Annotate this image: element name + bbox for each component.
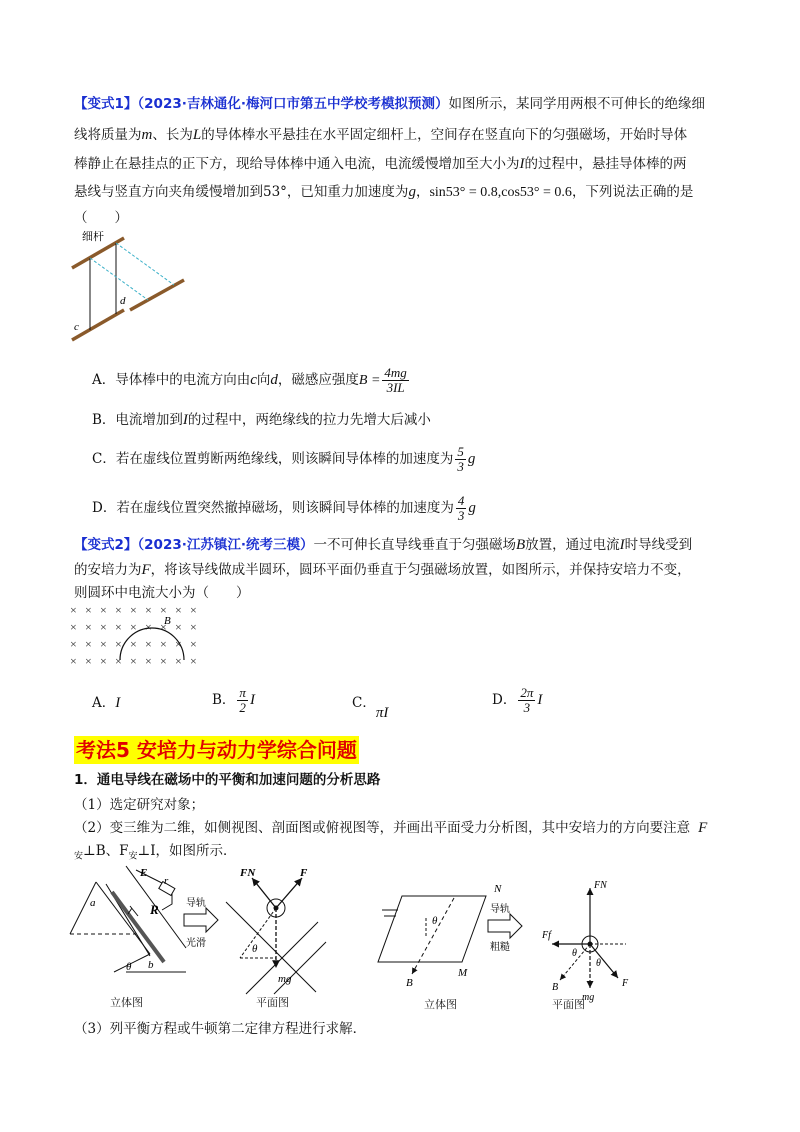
q2-symbol-F: F xyxy=(141,562,151,578)
q1-tag: 【变式1】 xyxy=(74,96,138,112)
field-x-mark: × xyxy=(70,654,77,668)
q1-trig-values: sin53° = 0.8,cos53° = 0.6 xyxy=(429,185,572,200)
f4-label-B: B xyxy=(552,982,559,993)
q2-symbol-B: B xyxy=(516,537,526,553)
field-x-mark: × xyxy=(175,603,182,617)
dashed-wire-2 xyxy=(116,243,174,285)
fig-3d-rough-rails xyxy=(378,883,502,989)
field-x-mark: × xyxy=(100,620,107,634)
q2-text-1c: 时导线受到 xyxy=(624,537,693,553)
field-x-mark: × xyxy=(115,603,122,617)
f3-label-B: B xyxy=(406,977,413,989)
q1-line1 xyxy=(74,93,705,115)
f1-label-r: r xyxy=(164,875,169,887)
f1-label-R: R xyxy=(150,902,159,917)
force-diagrams xyxy=(66,862,746,1012)
f2-label-mg: mg xyxy=(278,973,292,985)
fig-plane-view-rough xyxy=(541,880,629,1003)
fig4-caption: 平面图 xyxy=(552,998,585,1011)
f4-label-theta-1: θ xyxy=(572,948,577,959)
field-x-mark: × xyxy=(175,654,182,668)
field-x-mark: × xyxy=(145,603,152,617)
field-x-mark: × xyxy=(130,637,137,651)
q1-opt-d-g: g xyxy=(468,500,476,516)
q1-opt-c-fraction xyxy=(455,445,466,474)
q1-text-3a: 棒静止在悬挂点的正下方，现给导体棒中通入电流，电流缓慢增加至大小为 xyxy=(74,156,520,172)
q1-opt-c-text: C．若在虚线位置剪断两绝缘线，则该瞬间导体棒的加速度为 xyxy=(92,451,454,467)
rod-top-back xyxy=(130,280,184,310)
q2-opt-b-num: π xyxy=(239,685,246,700)
q1-opt-b-I: I xyxy=(182,412,188,428)
step-2-line1 xyxy=(74,817,707,839)
q1-opt-a-d: d xyxy=(270,372,278,388)
field-x-mark: × xyxy=(175,620,182,634)
q1-text-2c: 的导体棒水平悬挂在水平固定细杆上，空间存在竖直向下的匀强磁场，开始时导体 xyxy=(201,127,688,143)
q1-opt-a-text: A．导体棒中的电流方向由 xyxy=(92,372,251,388)
q2-line1 xyxy=(74,534,692,556)
q1-option-b[interactable] xyxy=(92,409,431,431)
field-x-mark: × xyxy=(145,654,152,668)
q1-opt-d-fraction xyxy=(456,494,467,523)
q2-opt-d-fraction xyxy=(518,686,535,715)
q2-opt-b-fraction xyxy=(237,686,248,715)
field-x-mark: × xyxy=(85,637,92,651)
q1-text-2b: 、长为 xyxy=(152,127,193,143)
q1-option-c[interactable] xyxy=(92,445,475,474)
f4-label-Ff: Ff xyxy=(542,930,551,941)
q1-option-d[interactable] xyxy=(92,494,476,523)
q1-opt-b-text: B．电流增加到 xyxy=(92,412,183,428)
q2-opt-c-label: C． xyxy=(352,695,376,711)
field-x-mark: × xyxy=(70,637,77,651)
q1-symbol-m: m xyxy=(141,127,153,143)
field-x-mark: × xyxy=(100,637,107,651)
f3-label-N: N xyxy=(494,883,502,895)
fig-3d-smooth-rails xyxy=(70,866,186,973)
field-x-mark: × xyxy=(130,603,137,617)
q2-figure xyxy=(68,602,208,674)
q2-text-2b: ，将该导线做成半圆环，圆环平面仍垂直于匀强磁场放置，如图所示，并保持安培力不变， xyxy=(150,562,691,578)
field-x-mark: × xyxy=(85,603,92,617)
q1-opt-c-den: 3 xyxy=(457,459,464,474)
step-2-text3: ⊥I，如图所示． xyxy=(137,843,237,859)
fig3-caption: 立体图 xyxy=(424,998,457,1011)
field-x-mark: × xyxy=(190,620,197,634)
q1-source: （2023·吉林通化·梅河口市第五中学校考模拟预测） xyxy=(137,96,449,112)
q2-opt-b-value: I xyxy=(249,692,255,708)
q2-text-2a: 的安培力为 xyxy=(74,562,142,578)
q1-text-1: 如图所示，某同学用两根不可伸长的绝缘细 xyxy=(448,96,705,112)
f2-label-FN: FN xyxy=(240,867,256,879)
q2-opt-a-value: I xyxy=(115,695,121,711)
arrow-smooth xyxy=(184,896,218,949)
field-x-mark: × xyxy=(115,637,122,651)
q2-line2 xyxy=(74,559,691,581)
q1-line2 xyxy=(74,124,687,146)
q1-opt-c-g: g xyxy=(467,451,476,467)
q1-fig-label-d: d xyxy=(120,295,126,307)
f2-label-theta: θ xyxy=(252,943,258,955)
q2-source: （2023·江苏镇江·统考三模） xyxy=(137,537,314,553)
q1-text-2a: 线将质量为 xyxy=(74,127,142,143)
q1-opt-c-num: 5 xyxy=(457,444,464,459)
q2-tag: 【变式2】 xyxy=(74,537,138,553)
field-x-mark: × xyxy=(160,620,167,634)
q1-opt-a-text3: ，磁感应强度 xyxy=(277,372,359,388)
q1-symbol-I: I xyxy=(519,156,525,172)
q2-option-a[interactable] xyxy=(92,692,120,714)
f2-label-F: F xyxy=(300,867,308,879)
f4-label-F: F xyxy=(622,978,629,989)
field-x-mark: × xyxy=(175,637,182,651)
dashed-wire-1 xyxy=(90,258,148,300)
fig2-caption: 平面图 xyxy=(256,996,289,1009)
field-x-mark: × xyxy=(190,637,197,651)
q1-symbol-g: g xyxy=(408,184,416,200)
arrow2-label-bottom: 粗糙 xyxy=(490,942,510,953)
q2-option-b[interactable] xyxy=(212,686,255,715)
q2-option-d[interactable] xyxy=(492,686,542,715)
field-x-mark: × xyxy=(130,654,137,668)
step-2-F: F xyxy=(698,820,708,836)
q2-opt-b-den: 2 xyxy=(239,700,246,715)
f3-label-theta: θ xyxy=(432,915,438,927)
field-x-mark: × xyxy=(115,620,122,634)
q2-opt-d-value: I xyxy=(537,692,543,708)
fig1-caption: 立体图 xyxy=(110,996,143,1009)
q1-figure xyxy=(68,228,188,346)
field-x-mark: × xyxy=(145,637,152,651)
arrow2-label-top: 导轨 xyxy=(490,904,510,915)
field-x-mark: × xyxy=(160,654,167,668)
q1-fig-label-rod: 细杆 xyxy=(82,231,104,243)
q1-opt-a-den: 3IL xyxy=(386,380,405,395)
step-2-sub2: 安 xyxy=(128,851,138,862)
q1-opt-d-num: 4 xyxy=(457,493,465,508)
q2-opt-a-label: A． xyxy=(92,695,116,711)
field-x-mark: × xyxy=(115,654,122,668)
field-x-mark: × xyxy=(85,620,92,634)
q2-opt-c-value: πI xyxy=(375,705,389,721)
q1-opt-b-text2: 的过程中，两绝缘线的拉力先增大后减小 xyxy=(187,412,431,428)
q2-opt-d-num: 2π xyxy=(520,685,534,700)
field-x-mark: × xyxy=(85,654,92,668)
step-3: （3）列平衡方程或牛顿第二定律方程进行求解． xyxy=(74,1021,367,1037)
q1-line3 xyxy=(74,153,687,175)
q1-opt-d-text: D．若在虚线位置突然撤掉磁场，则该瞬间导体棒的加速度为 xyxy=(92,500,454,516)
q1-fig-label-c: c xyxy=(74,321,79,333)
q1-text-4a: 悬线与竖直方向夹角缓慢增加到53°，已知重力加速度为 xyxy=(74,184,409,200)
f4-label-mg: mg xyxy=(582,992,595,1003)
field-x-mark: × xyxy=(190,654,197,668)
q1-paren: （ ） xyxy=(74,210,128,226)
f1-label-theta: θ xyxy=(126,961,132,973)
q2-option-c[interactable] xyxy=(352,692,389,721)
q2-opt-b-label: B． xyxy=(212,692,236,708)
q1-option-a[interactable] xyxy=(92,366,411,395)
q1-opt-d-den: 3 xyxy=(457,508,465,523)
section-heading: 考法5 安培力与动力学综合问题 xyxy=(76,738,357,762)
f3-label-M: M xyxy=(458,967,468,979)
conductor-rod xyxy=(72,310,124,340)
arrow1-label-bottom: 光滑 xyxy=(186,938,206,949)
f1-label-E: E xyxy=(140,867,148,879)
field-x-mark: × xyxy=(130,620,137,634)
q1-text-3b: 的过程中，悬挂导体棒的两 xyxy=(524,156,687,172)
step-2-text2: ⊥B、F xyxy=(83,843,129,859)
fig-plane-view-smooth xyxy=(226,867,326,994)
q1-text-4c: ，下列说法正确的是 xyxy=(571,184,694,200)
field-x-mark: × xyxy=(70,603,77,617)
field-x-mark: × xyxy=(70,620,77,634)
q1-opt-a-text2: 向 xyxy=(256,372,271,388)
step-1: （1）选定研究对象； xyxy=(74,797,205,813)
q1-symbol-L: L xyxy=(192,127,202,143)
q1-line4 xyxy=(74,181,693,204)
q2-symbol-I: I xyxy=(619,537,625,553)
q2-opt-d-label: D． xyxy=(492,692,517,708)
arrow1-label-top: 导轨 xyxy=(186,898,206,909)
field-x-mark: × xyxy=(100,654,107,668)
q2-opt-d-den: 3 xyxy=(523,700,531,715)
f1-label-a: a xyxy=(90,897,96,909)
section-subheading: 1．通电导线在磁场中的平衡和加速问题的分析思路 xyxy=(74,772,381,788)
q1-text-4b: ， xyxy=(415,184,430,200)
q2-fig-label-B: B xyxy=(164,615,171,627)
f4-label-FN: FN xyxy=(594,880,607,891)
q2-text-1a: 一不可伸长直导线垂直于匀强磁场 xyxy=(313,537,516,553)
f4-label-theta-2: θ xyxy=(596,958,601,969)
arrow-rough xyxy=(488,902,522,953)
field-x-mark: × xyxy=(145,620,152,634)
q1-opt-a-B: B = xyxy=(358,373,381,388)
q1-opt-a-fraction xyxy=(382,366,408,395)
step-2-text: （2）变三维为二维，如侧视图、剖面图或俯视图等，并画出平面受力分析图，其中安培力的方向要注意 xyxy=(74,820,691,836)
field-x-mark: × xyxy=(160,603,167,617)
q2-text-1b: 放置，通过电流 xyxy=(525,537,620,553)
q2-line3: 则圆环中电流大小为（ ） xyxy=(74,585,250,601)
magnetic-field-marks xyxy=(70,603,197,668)
f1-label-b: b xyxy=(148,959,154,971)
field-x-mark: × xyxy=(190,603,197,617)
q1-opt-a-num: 4mg xyxy=(384,365,407,380)
step-2-sub1: 安 xyxy=(74,851,84,862)
field-x-mark: × xyxy=(160,637,167,651)
q1-opt-a-c: c xyxy=(250,372,257,388)
field-x-mark: × xyxy=(100,603,107,617)
